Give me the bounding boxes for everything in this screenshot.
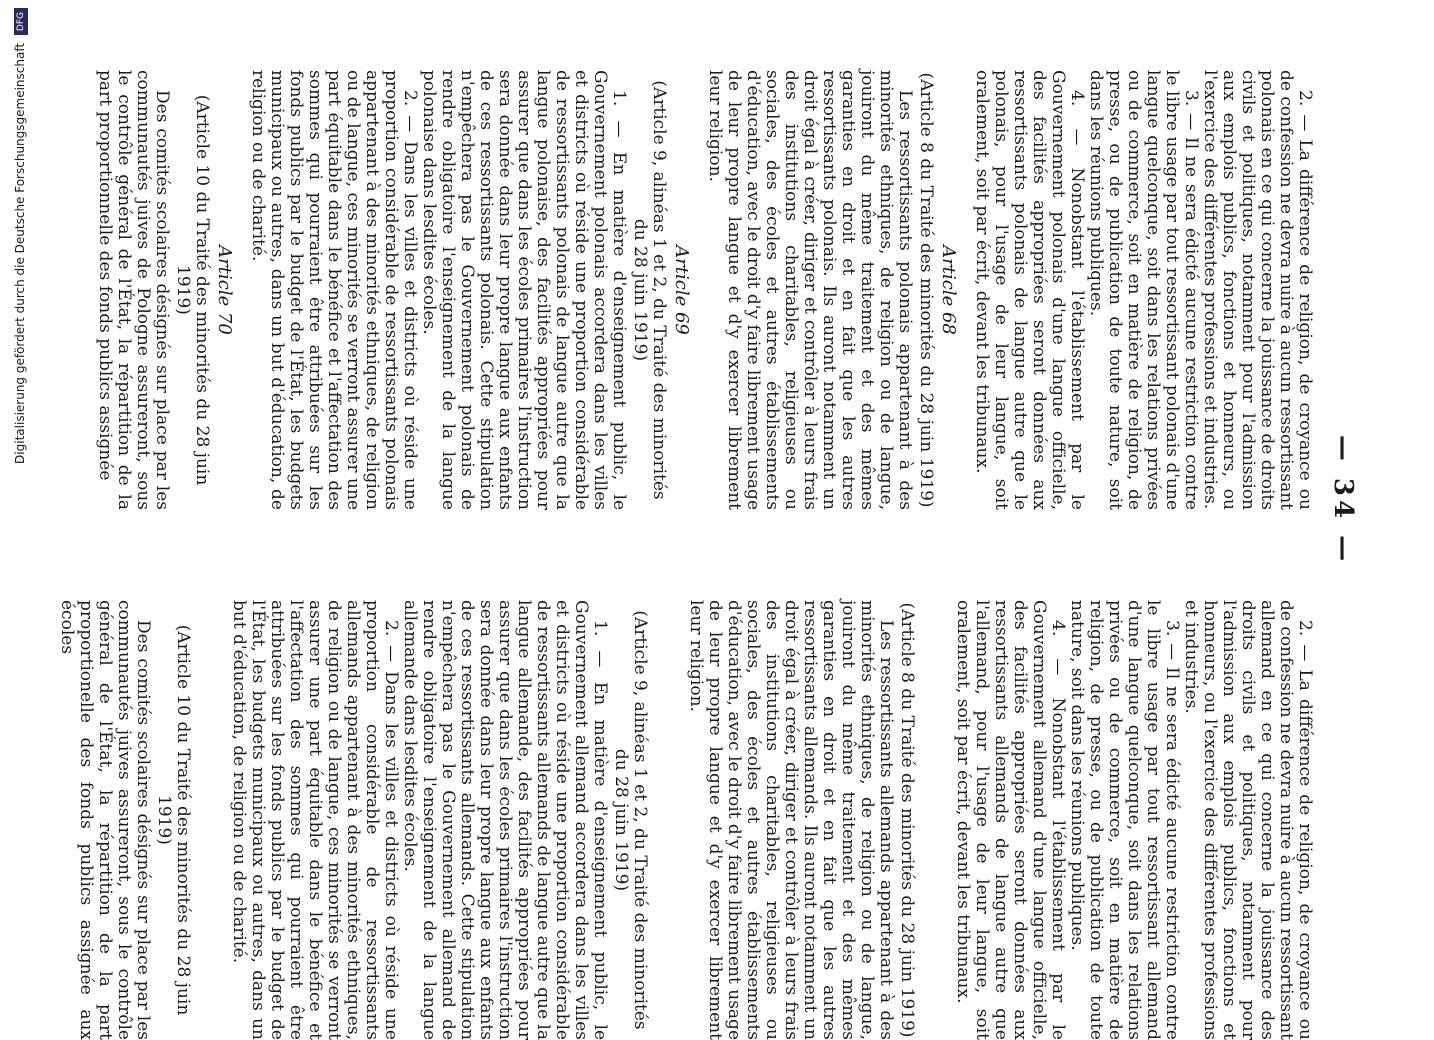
article-title: Article 69 bbox=[671, 245, 692, 335]
paragraph: Des comités scolaires désignés sur place par les communautés juives assureront, sous le contrôle général de l'État, la répartition de la part proportionelle des fonds publics assignée aux écoles bbox=[57, 600, 153, 1040]
paragraph: 4. — Nonobstant l'établissement par le Gouvernement polonais d'une langue officielle, des facilités appropriées seront données aux ressortissants polonais de langue autre que le polonais, pour l'usage de leur langue, soit oralement, soit par écrit, devant les tribunaux. bbox=[972, 70, 1087, 510]
paragraph: 1. — En matière d'enseignement public, le Gouvernement polonais accordera dans les villes et districts où réside une proportion considérable de ressortissants polonais de langue autre que la langue polonaise, des facilités appropriées pour assurer que dans les écoles primaires l'instruction sera donnée dans leur propre langue aux enfants de ces ressortissants polonais. Cette stipulation n'empêchera pas le Gouvernement polonais de rendre obligatoire l'enseignement de la langue polonaise dans lesdites écoles. bbox=[419, 70, 629, 510]
article-title-spacer bbox=[196, 600, 215, 1040]
article-reference: (Article 10 du Traité des minorités du 28 juin 1919) bbox=[173, 94, 212, 486]
paragraph: Les ressortissants allemands appartenant à des minorités ethniques, de religion ou de langue, jouiront du même traitement et des mêmes garanties en droit et en fait que les autres ressortissants allemands. Ils auront notamment un droit égal à créer, diriger et contrôler à leurs frais des institutions charitables, religieuses ou sociales, des écoles et autres établissements d'éducation, avec le droit d'y faire librement usage de leur propre langue et d'y exercer librement leur religion. bbox=[686, 600, 896, 1040]
article-title: Article 70 bbox=[214, 245, 235, 335]
column-poland bbox=[95, 70, 1314, 510]
article-reference: (Article 9, alinéas 1 et 2, du Traité des minorités du 28 juin 1919) bbox=[611, 610, 650, 1030]
article-reference: (Article 9, alinéas 1 et 2, du Traité des minorités du 28 juin 1919) bbox=[630, 80, 669, 500]
article-title-spacer bbox=[920, 600, 939, 1040]
dfg-logo: DFG bbox=[14, 8, 28, 35]
paragraph: 2. — Dans les villes et districts où réside une proportion considérable de ressortissants allemands appartenant à des minorités ethniques, de religion ou de langue, ces minorités se verront assurer une part équitable dans le bénéfice et l'affectation des sommes qui pourraient être attribuées sur les fonds publics par le budget de l'État, les budgets municipaux ou autres, dans un but d'éducation, de religion ou de charité. bbox=[229, 600, 401, 1040]
article-title: Article 68 bbox=[938, 245, 959, 335]
paragraph: 2. — La différence de religion, de croyance ou de confession ne devra nuire à aucun ressortissant allemand en ce qui concerne la jouissance des droits civils et politiques, notamment pour l'admission aux emplois publics, fonctions et honneurs, ou l'exercice des différentes professions et industries. bbox=[1181, 600, 1315, 1040]
article-reference: (Article 8 du Traité des minorités du 28 juin 1919) bbox=[916, 72, 936, 508]
paragraph: 3. — Il ne sera édicté aucune restriction contre le libre usage par tout ressortissant polonais d'une langue quelconque, soit dans les relations privées ou de commerce, soit en matière de religion, de presse, ou de publication de toute nature, soit dans les réunions publiques. bbox=[1086, 70, 1201, 510]
column-germany bbox=[57, 600, 1314, 1040]
paragraph: 3. — Il ne sera édicté aucune restriction contre le libre usage par tout ressortissant allemand d'une langue quelconque, soit dans les relations privées ou de commerce, soit en matière de religion, de presse, ou de publication de toute nature, soit dans les réunions publiques. bbox=[1067, 600, 1182, 1040]
paragraph: 4. — Nonobstant l'établissement par le Gouvernement allemand d'une langue officielle, des facilités appropriées seront données aux ressortissants allemands de langue autre que l'allemand, pour l'usage de leur langue, soit oralement, soit par écrit, devant les tribunaux. bbox=[953, 600, 1068, 1040]
paragraph: Des comités scolaires désignés sur place par les communautés juives de Pologne assureront, sous le contrôle général de l'État, la répartition de la part proportionnelle des fonds publics assignée bbox=[95, 70, 172, 510]
page-number: — 34 — bbox=[1328, 434, 1358, 566]
paragraph: 2. — La différence de religion, de croyance ou de confession ne devra nuire à aucun ressortissant polonais en ce qui concerne la jouissance de droits civils et politiques, notamment pour l'admission aux emplois publics, fonctions et honneurs, ou l'exercice des différentes professions et industries. bbox=[1200, 70, 1315, 510]
digitization-credit bbox=[0, 0, 40, 1000]
paragraph: Les ressortissants polonais appartenant à des minorités ethniques, de religion ou de langue, jouiront du même traitement et des mêmes garanties en droit et en fait que les autres ressortissants polonais. Ils auront notamment un droit égal à créer, diriger et contrôler à leurs frais des institutions charitables, religieuses ou sociales, des écoles et autres établissements d'éducation, avec le droit d'y faire librement usage de leur propre langue et d'y exercer librement leur religion. bbox=[705, 70, 915, 510]
article-title-spacer bbox=[653, 600, 672, 1040]
paragraph: 2. — Dans les villes et districts où réside une proportion considérable de ressortissants polonais appartenant à des minorités ethniques, de religion ou de langue, ces minorités se verront assurer une part équitable dans le bénéfice et l'affectation des sommes qui pourraient être attribuées sur les fonds publics par le budget de l'État, les budgets municipaux ou autres, dans un but d'éducation, de religion ou de charité. bbox=[248, 70, 420, 510]
paragraph: 1. — En matière d'enseignement public, le Gouvernement allemand accordera dans les villes et districts où réside une proportion considérable de ressortissants allemands de langue autre que la langue allemande, des facilités appropriées pour assurer que dans les écoles primaires l'instruction sera donnée dans leur propre langue aux enfants de ces ressortissants allemands. Cette stipulation n'empêchera pas le Gouvernement allemand de rendre obligatoire l'enseignement de la langue allemande dans lesdites écoles. bbox=[400, 600, 610, 1040]
article-reference: (Article 8 du Traité des minorités du 28 juin 1919) bbox=[897, 602, 917, 1038]
credit-text: Digitalisierung gefördert durch die Deutsche Forschungsgemeinschaft bbox=[13, 42, 27, 464]
article-reference: (Article 10 du Traité des minorités du 28 juin 1919) bbox=[154, 624, 193, 1016]
